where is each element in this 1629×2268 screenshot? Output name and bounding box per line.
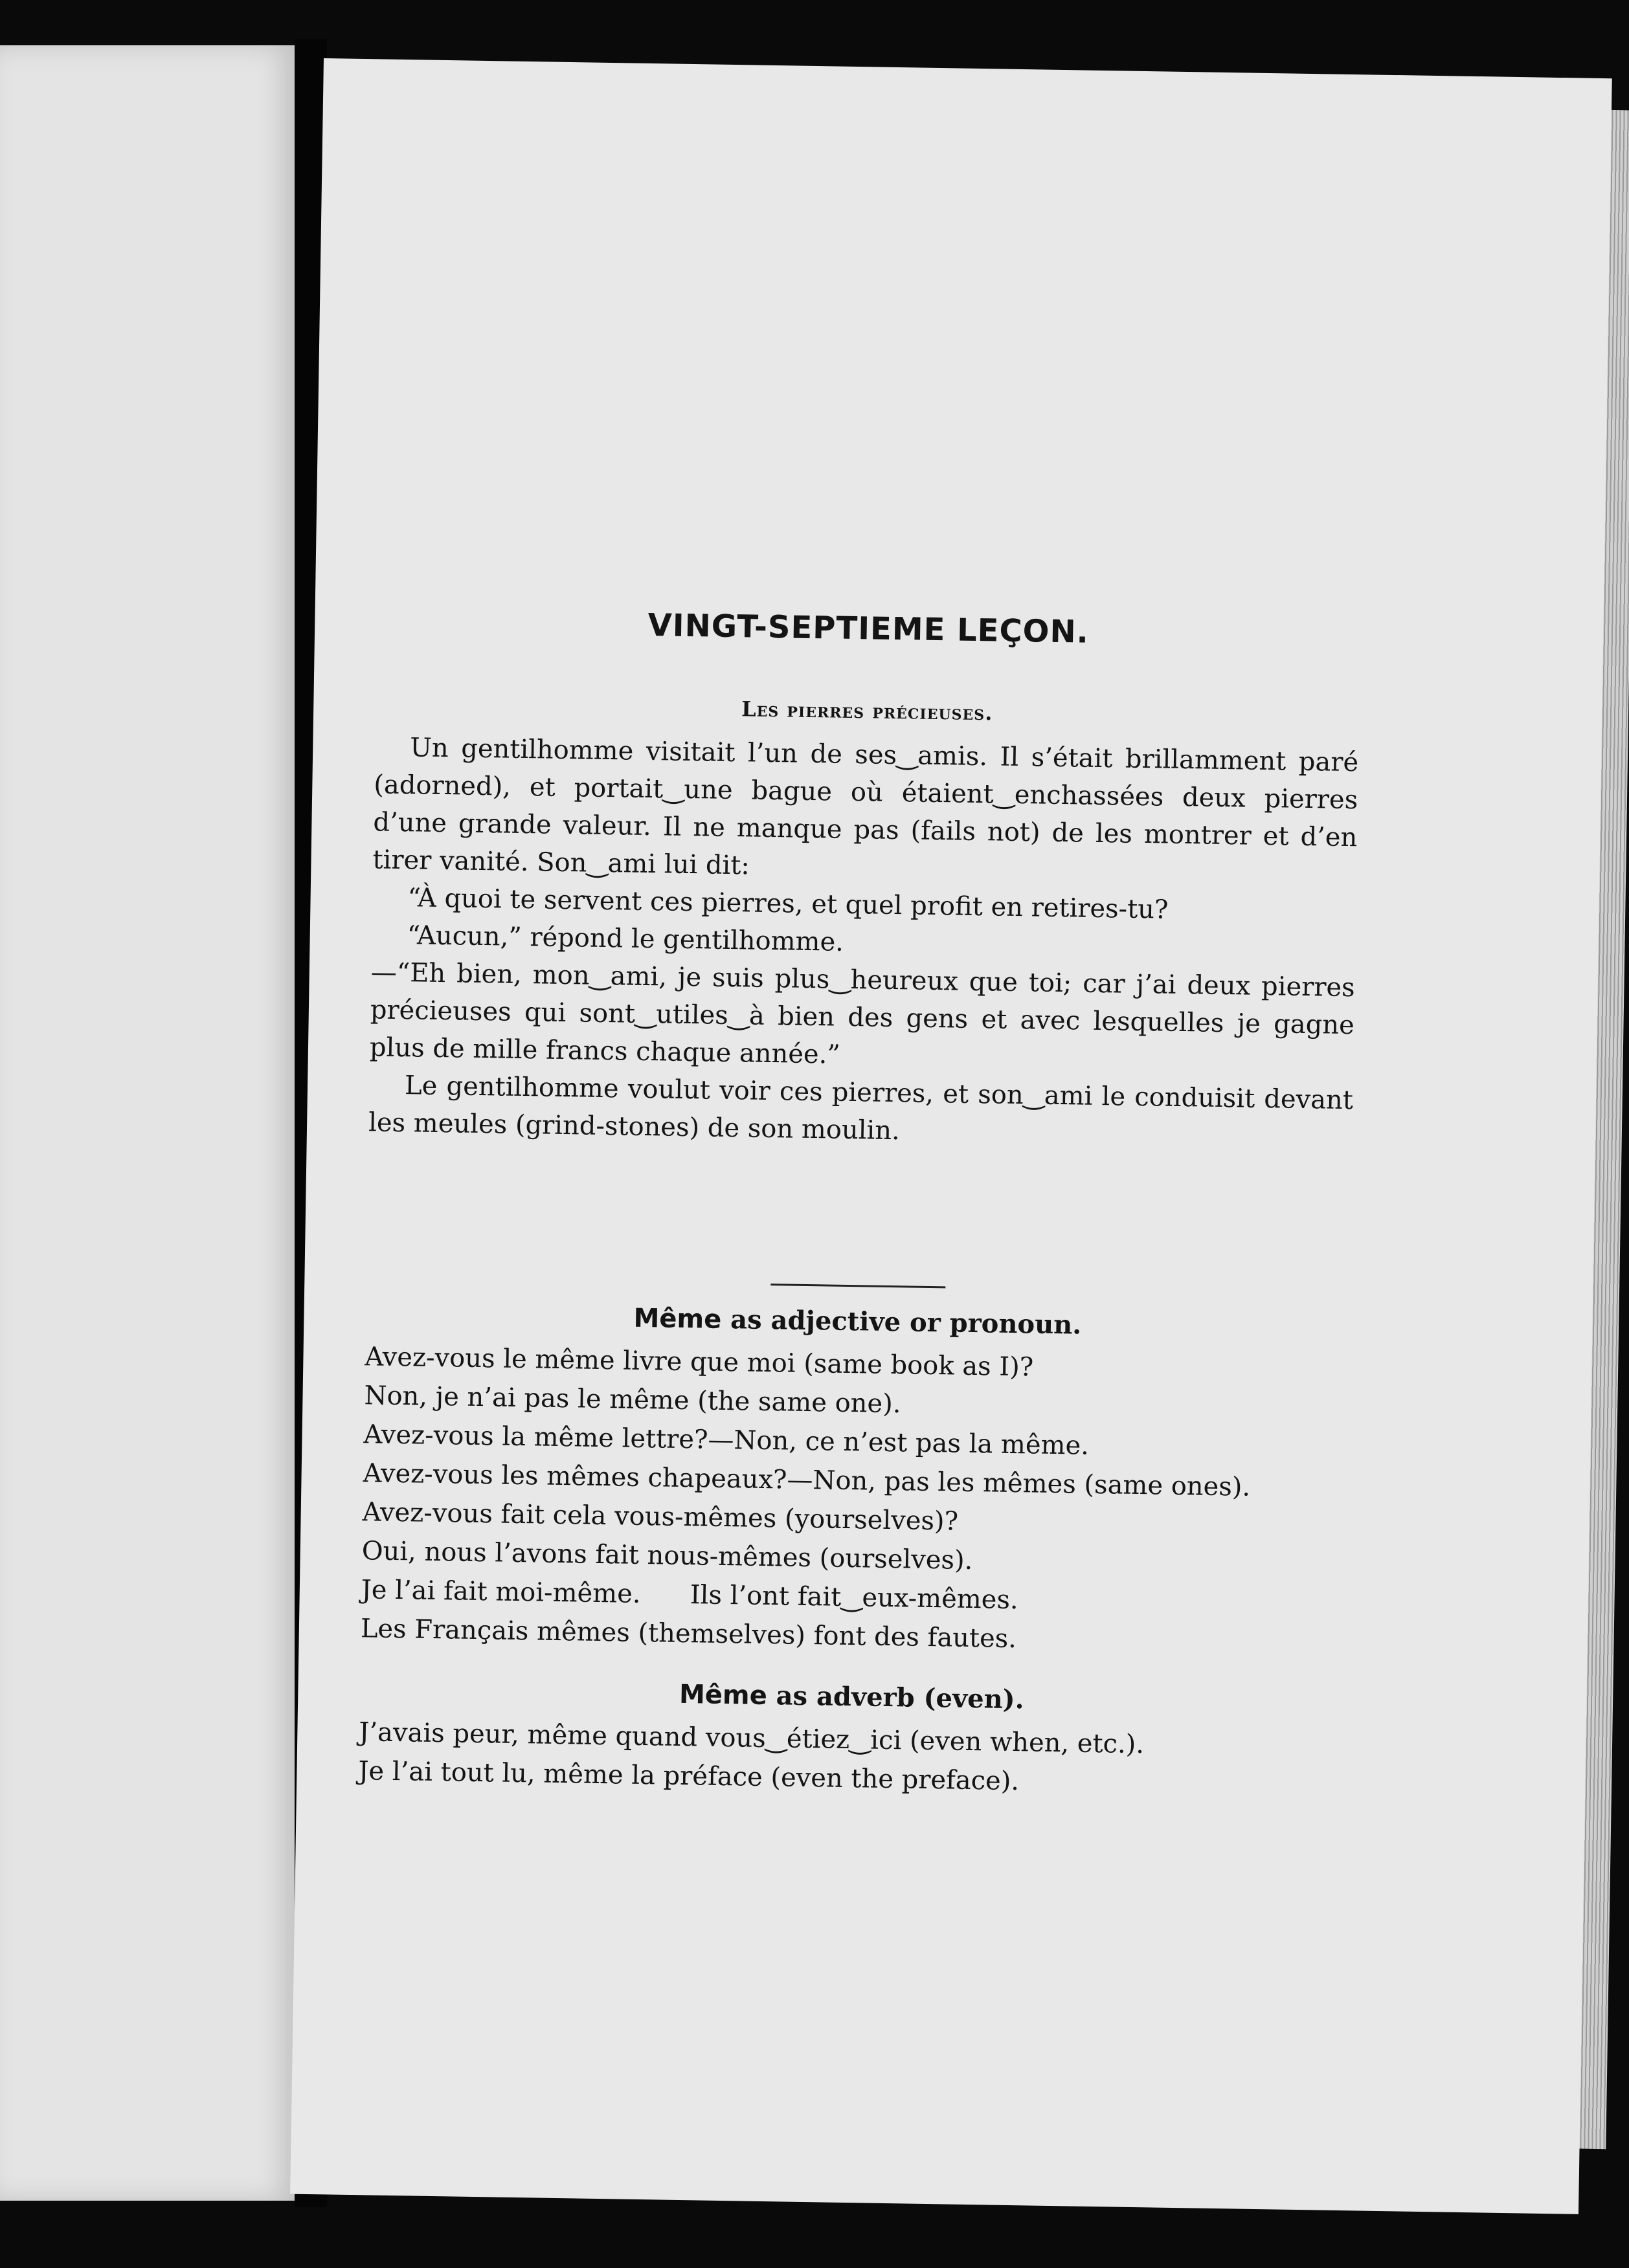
heading-rest: as adjective or pronoun. — [730, 1304, 1082, 1340]
example-sentence: J’avais peur, même quand vous‿étiez‿ici (even when, etc.). — [359, 1717, 1145, 1760]
example-sentence: Non, je n’ai pas le même (the same one). — [364, 1381, 901, 1419]
page-content — [358, 603, 1361, 1806]
story-paragraph: —“Eh bien, mon‿ami, je suis plus‿heureux que toi; car j’ai deux pierres précieuses qui sont‿utiles‿à bien des gens et avec lesquelles je gagne plus de mille francs chaque année.” — [369, 957, 1355, 1070]
example-sentence: Les Français mêmes (themselves) font des fautes. — [360, 1614, 1017, 1654]
section-divider — [770, 1284, 945, 1288]
example-sentence: Avez-vous la même lettre?—Non, ce n’est pas la même. — [363, 1419, 1090, 1461]
example-sentence: Je l’ai fait moi-même. Ils l’ont fait‿eux-mêmes. — [361, 1575, 1019, 1616]
lesson-title: VINGT-SEPTIEME LEÇON. — [647, 606, 1090, 650]
story-paragraph: “Aucun,” répond le gentilhomme. — [407, 920, 844, 957]
heading-rest: as adverb (even). — [776, 1680, 1024, 1715]
heading-keyword: Même — [633, 1303, 722, 1335]
example-sentence: Avez-vous le même livre que moi (same book as I)? — [365, 1342, 1034, 1383]
example-sentence: Avez-vous fait cela vous-mêmes (yourselves)? — [362, 1497, 959, 1537]
right-page — [290, 58, 1612, 2214]
left-page — [0, 45, 295, 2201]
example-sentence: Avez-vous les mêmes chapeaux?—Non, pas les mêmes (same ones). — [363, 1458, 1251, 1502]
story-paragraph: Un gentilhomme visitait l’un de ses‿amis. Il s’était brillamment paré (adorned), et portait‿une bague où étaient‿enchassées deux pierres d’une grande valeur. Il ne manque pas (fails not) de les montrer et d’en tirer vanité. Son‿ami lui dit: — [372, 733, 1359, 881]
heading-keyword: Même — [679, 1679, 768, 1711]
examples-adjective — [360, 1337, 1349, 1663]
story-paragraph: “À quoi te servent ces pierres, et quel profit en retires-tu? — [407, 883, 1169, 925]
example-sentence: Je l’ai tout lu, même la préface (even the preface). — [358, 1756, 1020, 1797]
story-paragraph: Le gentilhomme voulut voir ces pierres, et son‿ami le conduisit devant les meules (grind-stones) de son moulin. — [368, 1071, 1354, 1146]
story-heading: Les pierres précieuses. — [741, 696, 993, 726]
examples-adverb — [358, 1713, 1343, 1806]
example-sentence: Oui, nous l’avons fait nous-mêmes (ourselves). — [361, 1536, 973, 1576]
story-text — [368, 728, 1359, 1157]
